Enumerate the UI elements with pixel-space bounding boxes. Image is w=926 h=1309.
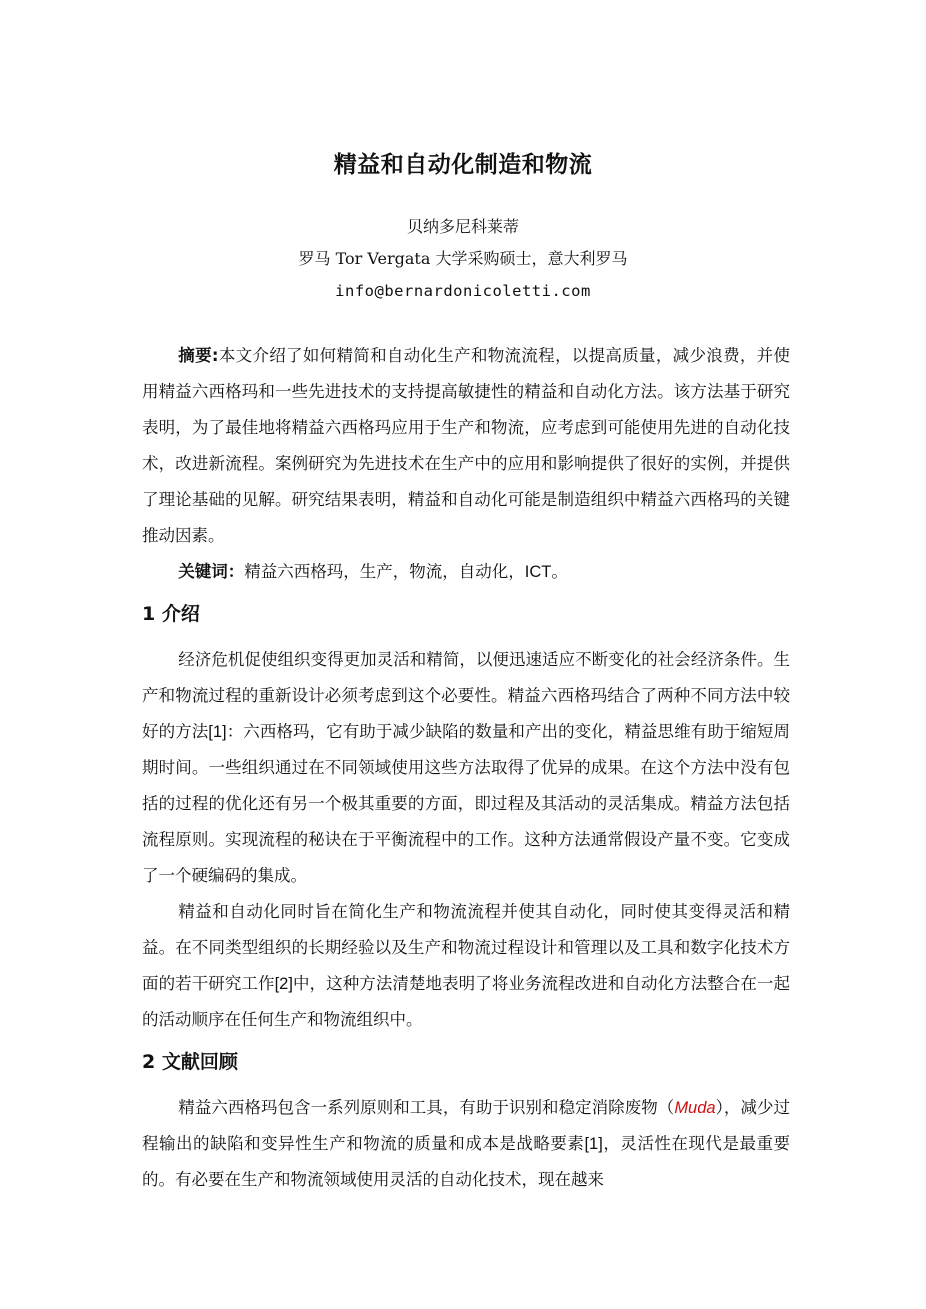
section-heading-literature-review: 2 文献回顾 [142, 1051, 238, 1073]
literature-review-paragraph-1 [142, 1090, 790, 1198]
literature-review-section [142, 1090, 790, 1198]
section-heading-introduction: 1 介绍 [142, 603, 200, 625]
abstract-label: 摘要: [178, 346, 219, 365]
abstract-text: 本文介绍了如何精简和自动化生产和物流流程，以提高质量，减少浪费，并使用精益六西格玛和一些先进技术的支持提高敏捷性的精益和自动化方法。该方法基于研究表明，为了最佳地将精益六西格玛应用于生产和物流，应考虑到可能使用先进的自动化技术，改进新流程。案例研究为先进技术在生产中的应用和影响提供了很好的实例，并提供了理论基础的见解。研究结果表明，精益和自动化可能是制造组织中精益六西格玛的关键推动因素。 [142, 346, 790, 545]
keywords-last: ICT [524, 563, 552, 581]
author-email: info@bernardonicoletti.com [335, 282, 591, 300]
introduction-section [142, 642, 790, 1038]
muda-term: Muda [674, 1099, 716, 1117]
review-p1-text-c: ，灵活性在现代是最重要的。有必要在生产和物流领域使用灵活的自动化技术，现在越来 [142, 1134, 791, 1189]
keywords-text: 精益六西格玛，生产，物流，自动化， [244, 562, 525, 581]
keywords-end: 。 [551, 562, 568, 581]
citation-1: [1] [208, 723, 227, 741]
abstract-section [142, 338, 790, 590]
introduction-paragraph-2 [142, 894, 790, 1038]
intro-p2-text-b: 中，这种方法清楚地表明了将业务流程改进和自动化方法整合在一起的活动顺序在任何生产和物流组织中。 [142, 974, 791, 1029]
intro-p1-text-a: 经济危机促使组织变得更加灵活和精简，以便迅速适应不断变化的社会经济条件。生产和物流过程的重新设计必须考虑到这个必要性。精益六西格玛结合了两种不同方法中较好的方法 [142, 650, 790, 741]
citation-1-repeat: [1] [584, 1135, 603, 1153]
paper-title: 精益和自动化制造和物流 [333, 152, 593, 178]
keywords-paragraph [142, 554, 790, 590]
citation-2: [2] [274, 975, 293, 993]
review-p1-text-a: 精益六西格玛包含一系列原则和工具，有助于识别和稳定消除废物（ [178, 1098, 675, 1117]
keywords-label: 关键词： [178, 562, 245, 581]
review-p1-text-b: ），减少过程输出的缺陷和变异性生产和物流的质量和成本是战略要素 [142, 1098, 791, 1153]
author-affiliation: 罗马 Tor Vergata 大学采购硕士，意大利罗马 [298, 249, 628, 268]
intro-p2-text-a: 精益和自动化同时旨在简化生产和物流流程并使其自动化，同时使其变得灵活和精益。在不同类型组织的长期经验以及生产和物流过程设计和管理以及工具和数字化技术方面的若干研究工作 [142, 902, 790, 993]
intro-p1-text-b: ：六西格玛，它有助于减少缺陷的数量和产出的变化，精益思维有助于缩短周期时间。一些组织通过在不同领域使用这些方法取得了优异的成果。在这个方法中没有包括的过程的优化还有另一个极其重要的方面，即过程及其活动的灵活集成。精益方法包括流程原则。实现流程的秘诀在于平衡流程中的工作。这种方法通常假设产量不变。它变成了一个硬编码的集成。 [142, 722, 791, 885]
introduction-paragraph-1 [142, 642, 790, 894]
abstract-paragraph [142, 338, 790, 554]
author-name: 贝纳多尼科莱蒂 [406, 217, 519, 236]
